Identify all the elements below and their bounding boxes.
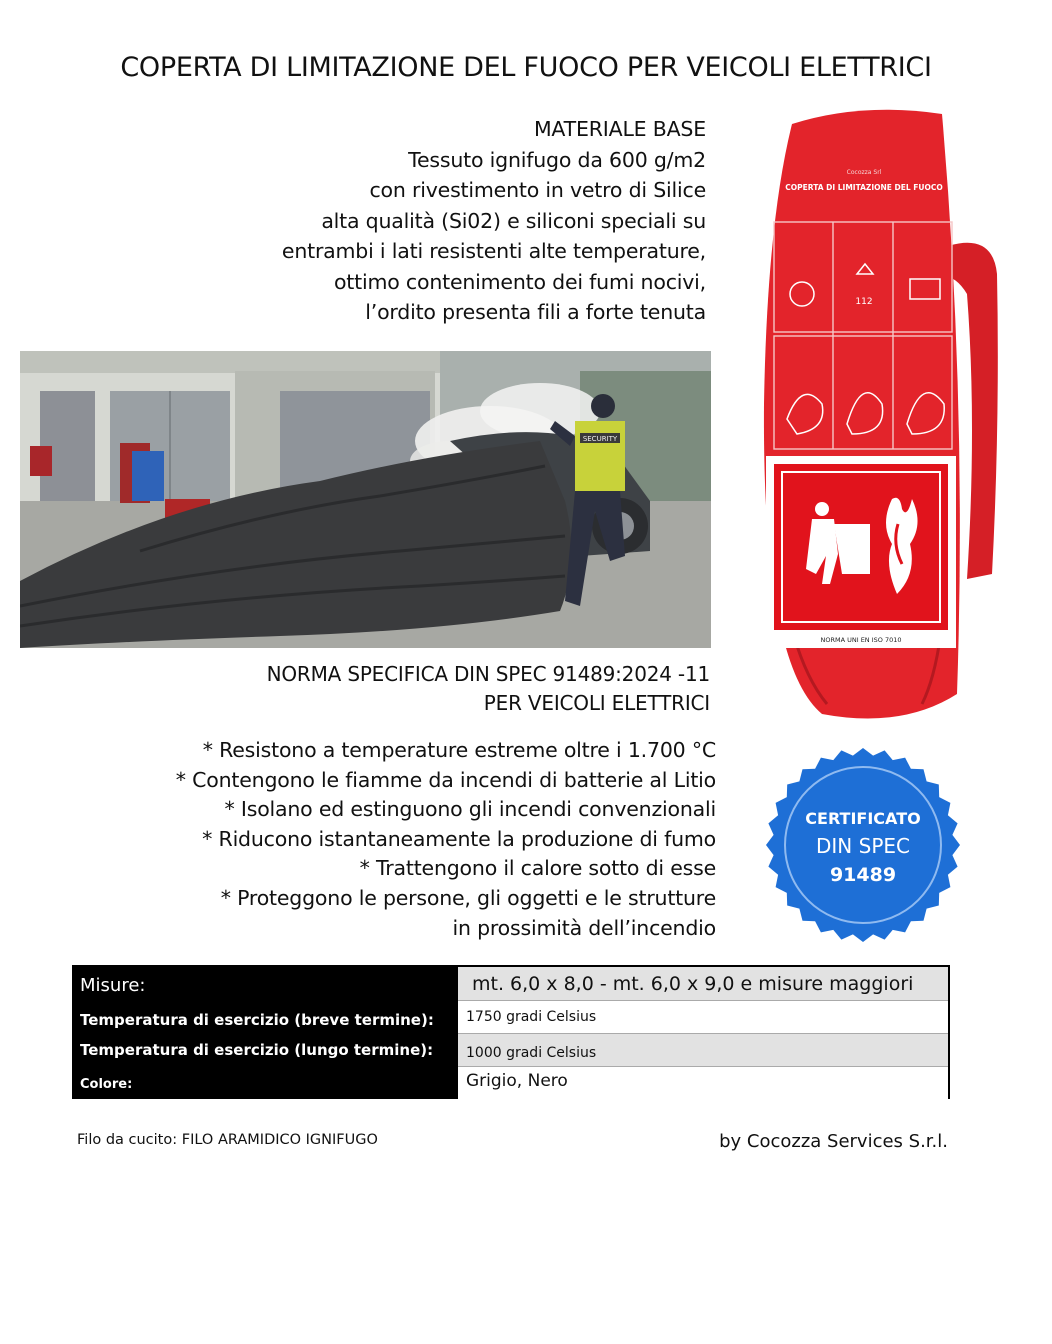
feature-item: * Riducono istantaneamente la produzione di fumo: [202, 826, 716, 851]
material-line: l’ordito presenta fili a forte tenuta: [365, 300, 706, 324]
feature-item: * Trattengono il calore sotto di esse: [359, 856, 716, 881]
material-heading: MATERIALE BASE: [533, 117, 706, 141]
certification-seal: [764, 746, 962, 944]
author-credit: by Cocozza Services S.r.l.: [719, 1131, 948, 1152]
specifications-table: [72, 965, 950, 1099]
material-line: ottimo contenimento dei fumi nocivi,: [333, 269, 706, 294]
spec-label: Temperatura di esercizio (breve termine):: [74, 1001, 458, 1034]
material-line: Tessuto ignifugo da 600 g/m2: [408, 147, 706, 172]
spec-value: 1750 gradi Celsius: [458, 1001, 948, 1034]
norm-line-2: PER VEICOLI ELETTRICI: [483, 691, 710, 715]
feature-item: * Resistono a temperature estreme oltre i 1.700 °C: [202, 738, 716, 762]
spec-row: [74, 1067, 948, 1099]
bag-illustration: [752, 104, 1002, 734]
material-description: [146, 114, 706, 328]
bag-phone-number: 112: [855, 297, 873, 307]
seal-line-1: CERTIFICATO: [805, 809, 921, 828]
seal-badge: [764, 746, 962, 944]
feature-item: in prossimità dell’incendio: [452, 915, 716, 940]
sign-caption: NORMA UNI EN ISO 7010: [820, 636, 902, 644]
spec-label: Colore:: [74, 1067, 458, 1099]
bag-brand: Cocozza Srl: [846, 169, 882, 176]
spec-row: [74, 967, 948, 1001]
material-line: entrambi i lati resistenti alte temperature,: [281, 239, 706, 263]
fire-blanket-demo-photo: [20, 351, 711, 648]
feature-item: * Contengono le fiamme da incendi di batterie al Litio: [175, 767, 716, 792]
spec-row: [74, 1001, 948, 1034]
feature-item: * Isolano ed estinguono gli incendi convenzionali: [224, 797, 716, 822]
seal-line-2: DIN SPEC: [816, 834, 910, 858]
blanket-bag-image: [752, 104, 1002, 734]
norm-line-1: NORMA SPECIFICA DIN SPEC 91489:2024 -11: [266, 662, 710, 686]
material-line: alta qualità (Si02) e siliconi speciali su: [321, 208, 706, 233]
thread-info: [77, 1132, 378, 1148]
bag-label-title: COPERTA DI LIMITAZIONE DEL FUOCO: [785, 183, 943, 192]
spec-row: [74, 1034, 948, 1067]
spec-label: Misure:: [74, 967, 458, 1001]
photo-illustration: [20, 351, 711, 648]
spec-value: mt. 6,0 x 8,0 - mt. 6,0 x 9,0 e misure maggiori: [458, 967, 948, 1001]
spec-value: 1000 gradi Celsius: [458, 1034, 948, 1067]
thread-label: Filo da cucito:: [77, 1132, 178, 1148]
feature-item: * Proteggono le persone, gli oggetti e le strutture: [220, 885, 716, 910]
spec-value: Grigio, Nero: [458, 1067, 948, 1099]
page-title: COPERTA DI LIMITAZIONE DEL FUOCO PER VEICOLI ELETTRICI: [120, 52, 932, 83]
material-line: con rivestimento in vetro di Silice: [369, 178, 706, 202]
spec-label: Temperatura di esercizio (lungo termine):: [74, 1034, 458, 1067]
feature-list: [76, 736, 716, 943]
vest-text: SECURITY: [582, 435, 618, 443]
thread-value: FILO ARAMIDICO IGNIFUGO: [181, 1132, 378, 1148]
seal-line-3: 91489: [829, 864, 897, 886]
norm-specification: [150, 660, 710, 718]
